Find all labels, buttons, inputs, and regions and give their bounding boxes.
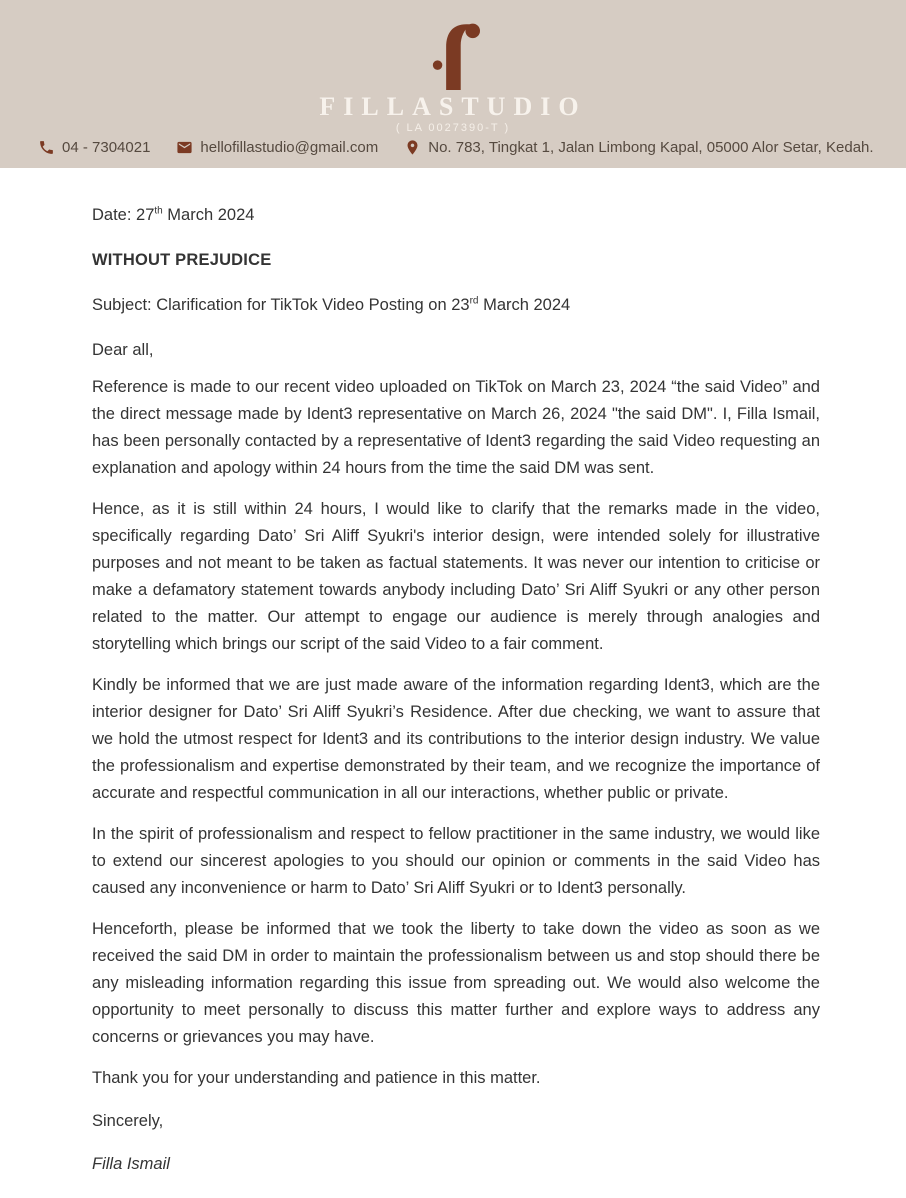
phone-number: 04 - 7304021 [62, 139, 151, 156]
date-ordinal-superscript: th [154, 205, 163, 217]
postal-address: No. 783, Tingkat 1, Jalan Limbong Kapal, 05000 Alor Setar, Kedah. [428, 139, 874, 156]
letter-body [0, 168, 906, 1178]
logo-block [0, 0, 906, 134]
paragraph-clarification: Hence, as it is still within 24 hours, I would like to clarify that the remarks made in the video, specifically regarding Dato’ Sri Aliff Syukri's interior design, were intended solely for illustrative purposes and not meant to be taken as factual statements. It was never our intention to criticise or make a defamatory statement towards anybody including Dato’ Sri Aliff Syukri or any other person related to the matter. Our attempt to engage our audience is merely through analogies and storytelling which brings our script of the said Video to a fair comment. [92, 500, 820, 653]
signature-name: Filla Ismail [92, 1155, 170, 1173]
company-registration-number: ( LA 0027390-T ) [395, 122, 511, 134]
phone-icon [38, 139, 55, 156]
fillastudio-f-logo-icon [422, 18, 484, 94]
address-contact [404, 139, 873, 156]
brand-wordmark: FILLASTUDIO [319, 92, 587, 121]
letterhead-band [0, 0, 906, 168]
paragraph-apology: In the spirit of professionalism and respect to fellow practitioner in the same industry, we would like to extend our sincerest apologies to you should our opinion or comments in the said Video has caused any inconvenience or harm to Dato’ Sri Aliff Syukri or to Ident3 personally. [92, 825, 820, 897]
paragraph-respect: Kindly be informed that we are just made aware of the information regarding Ident3, which are the interior designer for Dato’ Sri Aliff Syukri’s Residence. After due checking, we want to assure that we hold the utmost respect for Ident3 and its contributions to the interior design industry. We value the professionalism and expertise demonstrated by their team, and we recognize the importance of accurate and respectful communication in all our interactions, whether public or private. [92, 676, 820, 802]
closing-salutation: Sincerely, [92, 1112, 164, 1130]
subject-ordinal-superscript: rd [469, 295, 479, 307]
paragraph-reference: Reference is made to our recent video uploaded on TikTok on March 23, 2024 “the said Video” and the direct message made by Ident3 representative on March 26, 2024 "the said DM". I, Filla Ismail, has been personally contacted by a representative of Ident3 regarding the said Video requesting an explanation and apology within 24 hours from the time the said DM was sent. [92, 378, 820, 477]
email-address: hellofillastudio@gmail.com [200, 139, 379, 156]
salutation: Dear all, [92, 341, 154, 359]
envelope-icon [176, 139, 193, 156]
without-prejudice-notice: WITHOUT PREJUDICE [92, 251, 272, 269]
paragraph-takedown: Henceforth, please be informed that we took the liberty to take down the video as soon as we received the said DM in order to maintain the professionalism between us and stop should there be any misleading information regarding this issue from spreading out. We would also welcome the opportunity to meet personally to discuss this matter further and explore ways to address any concerns or grievances you may have. [92, 920, 820, 1046]
date-line: Date: 27th March 2024 [92, 205, 255, 224]
contact-bar [38, 139, 886, 156]
location-pin-icon [404, 139, 421, 156]
subject-line: Subject: Clarification for TikTok Video Posting on 23rd March 2024 [92, 295, 571, 314]
closing-thanks: Thank you for your understanding and patience in this matter. [92, 1069, 541, 1087]
phone-contact [38, 139, 150, 156]
email-contact [176, 139, 378, 156]
